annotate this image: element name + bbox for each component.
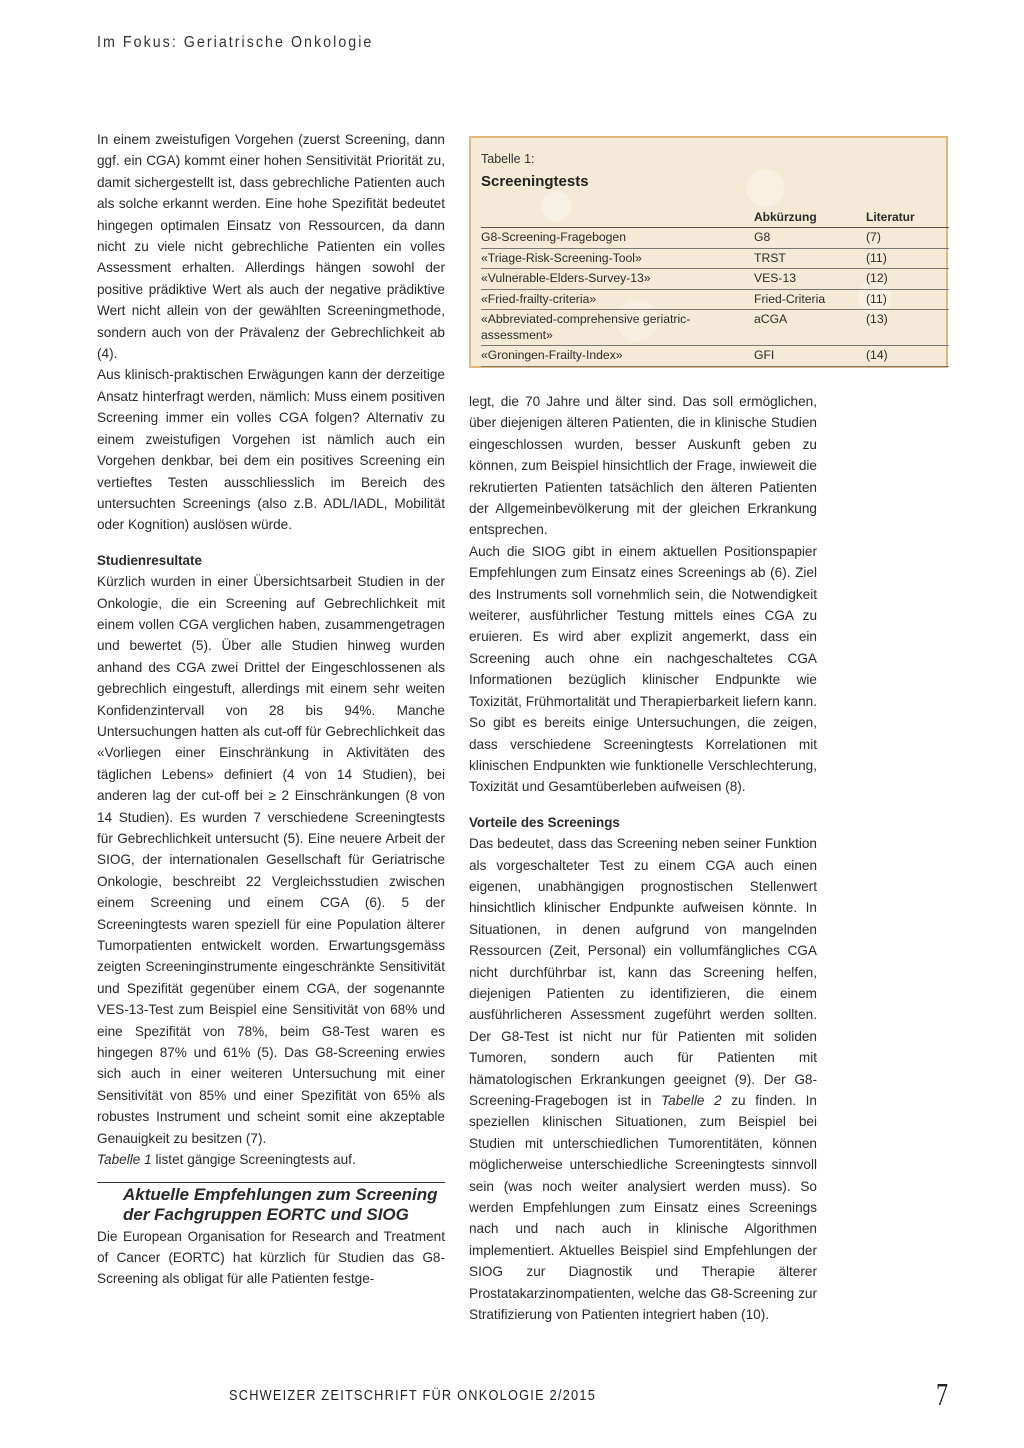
table-row [481, 310, 949, 346]
table-header-row [481, 208, 949, 228]
running-head: Im Fokus: Geriatrische Onkologie [97, 34, 374, 51]
table-cell: (11) [866, 289, 949, 310]
table-cell: «Groningen-Frailty-Index» [481, 346, 754, 367]
table-cell: Fried-Criteria [754, 289, 866, 310]
paragraph [97, 1149, 445, 1170]
table-row [481, 248, 949, 269]
table-cell: G8-Screening-Fragebogen [481, 228, 754, 249]
paragraph: Auch die SIOG gibt in einem aktuellen Positionspapier Empfehlungen zum Einsatz eines Screenings ab (6). Ziel des Instruments soll vornehmlich sein, die Notwendigkeit weiterer, ausführlicher Testung mittels eines CGA zu eruieren. Es wird aber explizit angemerkt, dass ein Screening auch ohne ein nachgeschaltetes CGA Informationen bezüglich klinischer Endpunkte wie Toxizität, Frühmortalität und Therapierbarkeit liefern kann. So gibt es bereits einige Untersuchungen, die zeigen, dass verschiedene Screeningtests Korrelationen mit klinischen Endpunkten wie funktionelle Verschlechterung, Toxizität und Gesamtüberleben aufweisen (8). [469, 543, 817, 795]
table-cell: aCGA [754, 310, 866, 346]
column-header [481, 208, 754, 228]
right-column [469, 391, 817, 1325]
paragraph: Kürzlich wurden in einer Übersichtsarbeit Studien in der Onkologie, die ein Screening auf Gebrechlichkeit mit einem vollen CGA verglichen haben, zusammengetragen und bewertet (5). Über alle Studien hinweg wurden anhand des CGA zwei Drittel der Eingeschlossenen als gebrechlich eingestuft, allerdings mit einem sehr weiten Konfidenzintervall von 28 bis 94%. Manche Untersuchungen hatten als cut-off für Gebrechlichkeit das «Vorliegen einer Einschränkung in Aktivitäten des täglichen Lebens» definiert (4 von 14 Studien), bei anderen lag der cut-off bei ≥ 2 Einschränkungen (8 von 14 Studien). Es wurden 7 verschiedene Screeningtests für Gebrechlichkeit untersucht (5). Eine neuere Arbeit der SIOG, der internationalen Gesellschaft für Geriatrische Onkologie, beschreibt 22 Vergleichsstudien zwischen einem Screening und einem CGA (6). 5 der Screeningtests waren speziell für eine Population älterer Tumorpatienten entwickelt worden. Erwartungsgemäss zeigten Screeninginstrumente eingeschränkte Sensitivität und Spezifität gegenüber einem CGA, der sogenannte VES-13-Test zum Beispiel eine Sensitivität von 68% und eine Spezifität von 78%, beim G8-Test waren es hingegen 87% und 61% (5). Das G8-Screening erwies sich auch in einer weiteren Untersuchung mit einer Sensitivität von 85% und einer Spezifität von 65% als robustes Instrument und scheint somit eine akzeptable Genauigkeit zu besitzen (7). [97, 574, 445, 1146]
paragraph-text: zu finden. In speziellen klinischen Situationen, zum Beispiel bei Studien mit unterschiedlichen Tumorentitäten, können möglicherweise unterschiedliche Screeningtests sinnvoll sein (was noch weiter analysiert werden muss). So werden Empfehlungen zum Einsatz eines Screenings nach und nach auch in klinische Algorithmen implementiert. Aktuelles Beispiel sind Empfehlungen der SIOG zur Diagnostik und Therapie älterer Prostatakarzinompatienten, welche das G8-Screening zur Stratifizierung von Patienten integriert haben (10). [469, 1093, 817, 1323]
left-column [97, 129, 445, 1290]
paragraph [469, 833, 817, 1325]
paragraph: legt, die 70 Jahre und älter sind. Das soll ermöglichen, über diejenigen älteren Patienten, die in klinische Studien eingeschlossen wurden, besser Auskunft geben zu können, zum Beispiel hinsichtlich der Frage, inwieweit die rekrutierten Patienten tatsächlich den älteren Patienten der Allgemeinbevölkerung mit der gleichen Erkrankung entsprechen. [469, 394, 817, 538]
paragraph: Aus klinisch-praktischen Erwägungen kann der derzeitige Ansatz hinterfragt werden, nämlich: Muss einem positiven Screening immer ein volles CGA folgen? Alternativ zu einem zweistufigen Vorgehen ist nämlich auch ein Vorgehen denkbar, bei dem ein positives Screening ein vertieftes Testen ausschliesslich im Bereich des untersuchten Screenings (also z.B. ADL/IADL, Mobilität oder Kognition) auslösen würde. [97, 367, 445, 533]
table-reference: Tabelle 2 [661, 1093, 722, 1108]
table-label: Tabelle 1: [481, 152, 535, 166]
table-cell: «Triage-Risk-Screening-Tool» [481, 248, 754, 269]
table-cell: (14) [866, 346, 949, 367]
footer-journal: SCHWEIZER ZEITSCHRIFT FÜR ONKOLOGIE 2/2015 [229, 1388, 597, 1404]
table-cell: (12) [866, 269, 949, 290]
table-cell: (13) [866, 310, 949, 346]
table-cell: (7) [866, 228, 949, 249]
box-heading: Aktuelle Empfehlungen zum Screening der Fachgruppen EORTC und SIOG [123, 1184, 438, 1224]
table-cell: «Vulnerable-Elders-Survey-13» [481, 269, 754, 290]
section-heading: Vorteile des Screenings [469, 814, 620, 830]
table-cell: VES-13 [754, 269, 866, 290]
column-header: Abkürzung [754, 208, 866, 228]
table-cell: «Fried-frailty-criteria» [481, 289, 754, 310]
table-row [481, 228, 949, 249]
table-row [481, 346, 949, 367]
paragraph: Die European Organisation for Research and Treatment of Cancer (EORTC) hat kürzlich für Studien das G8-Screening als obligat für alle Patienten festge- [97, 1228, 445, 1287]
section-heading: Studienresultate [97, 552, 202, 568]
column-header: Literatur [866, 208, 949, 228]
table-cell: TRST [754, 248, 866, 269]
table-cell: G8 [754, 228, 866, 249]
paragraph: In einem zweistufigen Vorgehen (zuerst Screening, dann ggf. ein CGA) kommt einer hohen Sensitivität Priorität zu, damit sichergestellt ist, dass gebrechliche Patienten auch als solche erkannt werden. Eine hohe Spezifität bedeutet hingegen optimalen Einsatz von Ressourcen, da dann nicht zu viele nicht gebrechliche Patienten ein volles Assessment erhalten. Allerdings hängen sowohl der positive prädiktive Wert als auch der negative prädiktive Wert nicht allein von der gewählten Screeningmethode, sondern auch von der Prävalenz der Gebrechlichkeit ab (4). [97, 132, 445, 362]
table-cell: GFI [754, 346, 866, 367]
table-cell: (11) [866, 248, 949, 269]
screening-table [481, 208, 949, 367]
table-row [481, 269, 949, 290]
section-divider [97, 1182, 445, 1183]
paragraph-text: Das bedeutet, dass das Screening neben seiner Funktion als vorgeschalteter Test zu einem CGA auch einen eigenen, unabhängigen prognostischen Stellenwert hinsichtlich klinischer Endpunkte aufweisen könnte. In Situationen, in denen aufgrund von mangelnden Ressourcen (Zeit, Personal) ein vollumfängliches CGA nicht durchführbar ist, kann das Screening helfen, diejenigen Patienten zu identifizieren, die einem ausführlicheren Assessment zugeführt werden sollten. Der G8-Test ist nicht nur für Patienten mit soliden Tumoren, sondern auch für Patienten mit hämatologischen Erkrankungen geeignet (9). Der G8-Screening-Fragebogen ist in [469, 836, 817, 1108]
page-number: 7 [936, 1376, 948, 1412]
table-reference: Tabelle 1 [97, 1152, 152, 1168]
paragraph-text: listet gängige Screeningtests auf. [151, 1152, 356, 1168]
table-title: Screeningtests [481, 173, 589, 190]
table-row [481, 289, 949, 310]
table-cell: «Abbreviated-comprehensive geriatric-assessment» [481, 310, 754, 346]
table-box [469, 136, 948, 368]
